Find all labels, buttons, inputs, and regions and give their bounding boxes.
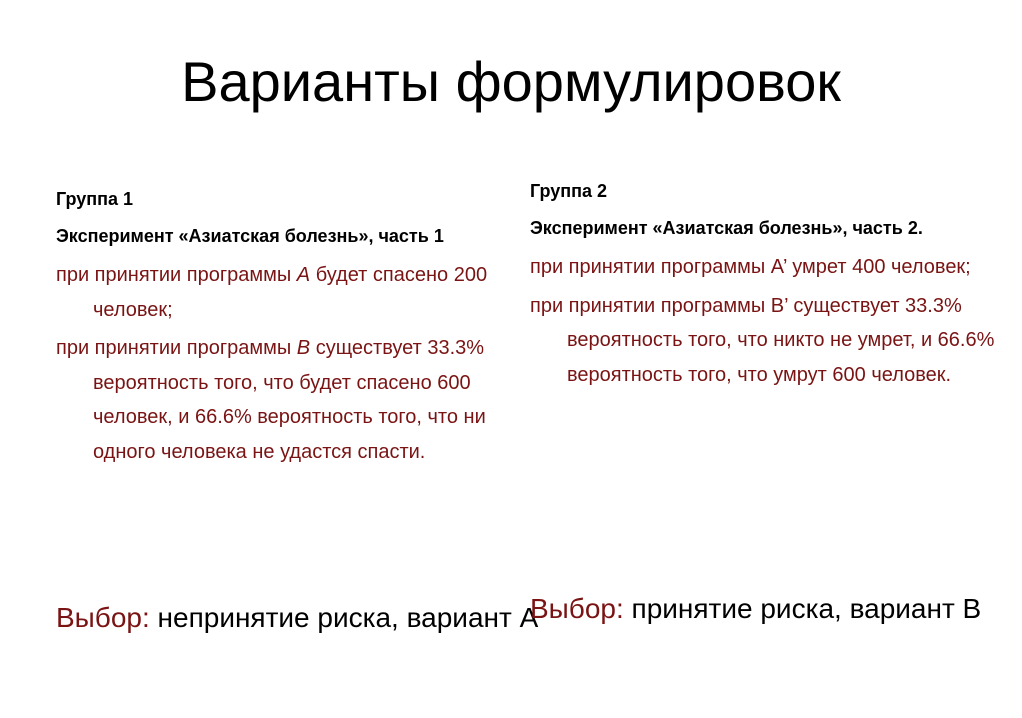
experiment-1-heading: Эксперимент «Азиатская болезнь», часть 1 (56, 226, 444, 246)
group-2-heading: Группа 2 (530, 181, 608, 201)
program-a-prime-text: при принятии программы А’ умрет 400 человек; (530, 256, 971, 278)
choice-1-text: непринятие риска, вариант А (149, 602, 539, 633)
program-a-prefix: при принятии программы (56, 264, 297, 286)
program-b-text (56, 331, 526, 469)
program-b-prefix: при принятии программы (56, 337, 297, 359)
right-column (530, 176, 1000, 396)
choice-2-text: принятие риска, вариант В (623, 593, 982, 624)
program-a-letter: А (296, 264, 311, 286)
slide-title: Варианты формулировок (181, 50, 841, 113)
experiment-2-heading: Эксперимент «Азиатская болезнь», часть 2. (530, 218, 923, 238)
choice-2 (530, 592, 1022, 626)
program-b-prime-text: при принятии программы В’ существует 33.3% вероятность того, что никто не умрет, и 66.6% вероятность того, что умрут 600 человек. (530, 294, 995, 386)
program-a-suffix: будет спасено 200 человек; (93, 264, 488, 321)
choice-1-label: Выбор: (56, 602, 150, 633)
program-b-letter: В (296, 337, 311, 359)
program-a-text (56, 258, 526, 327)
choice-2-label: Выбор: (530, 593, 624, 624)
left-column (56, 184, 526, 473)
program-b-suffix: существует 33.3% вероятность того, что будет спасено 600 человек, и 66.6% вероятность того, что ни одного человека не удастся спасти. (93, 337, 486, 463)
group-1-heading: Группа 1 (56, 189, 134, 209)
choice-1 (56, 601, 563, 635)
